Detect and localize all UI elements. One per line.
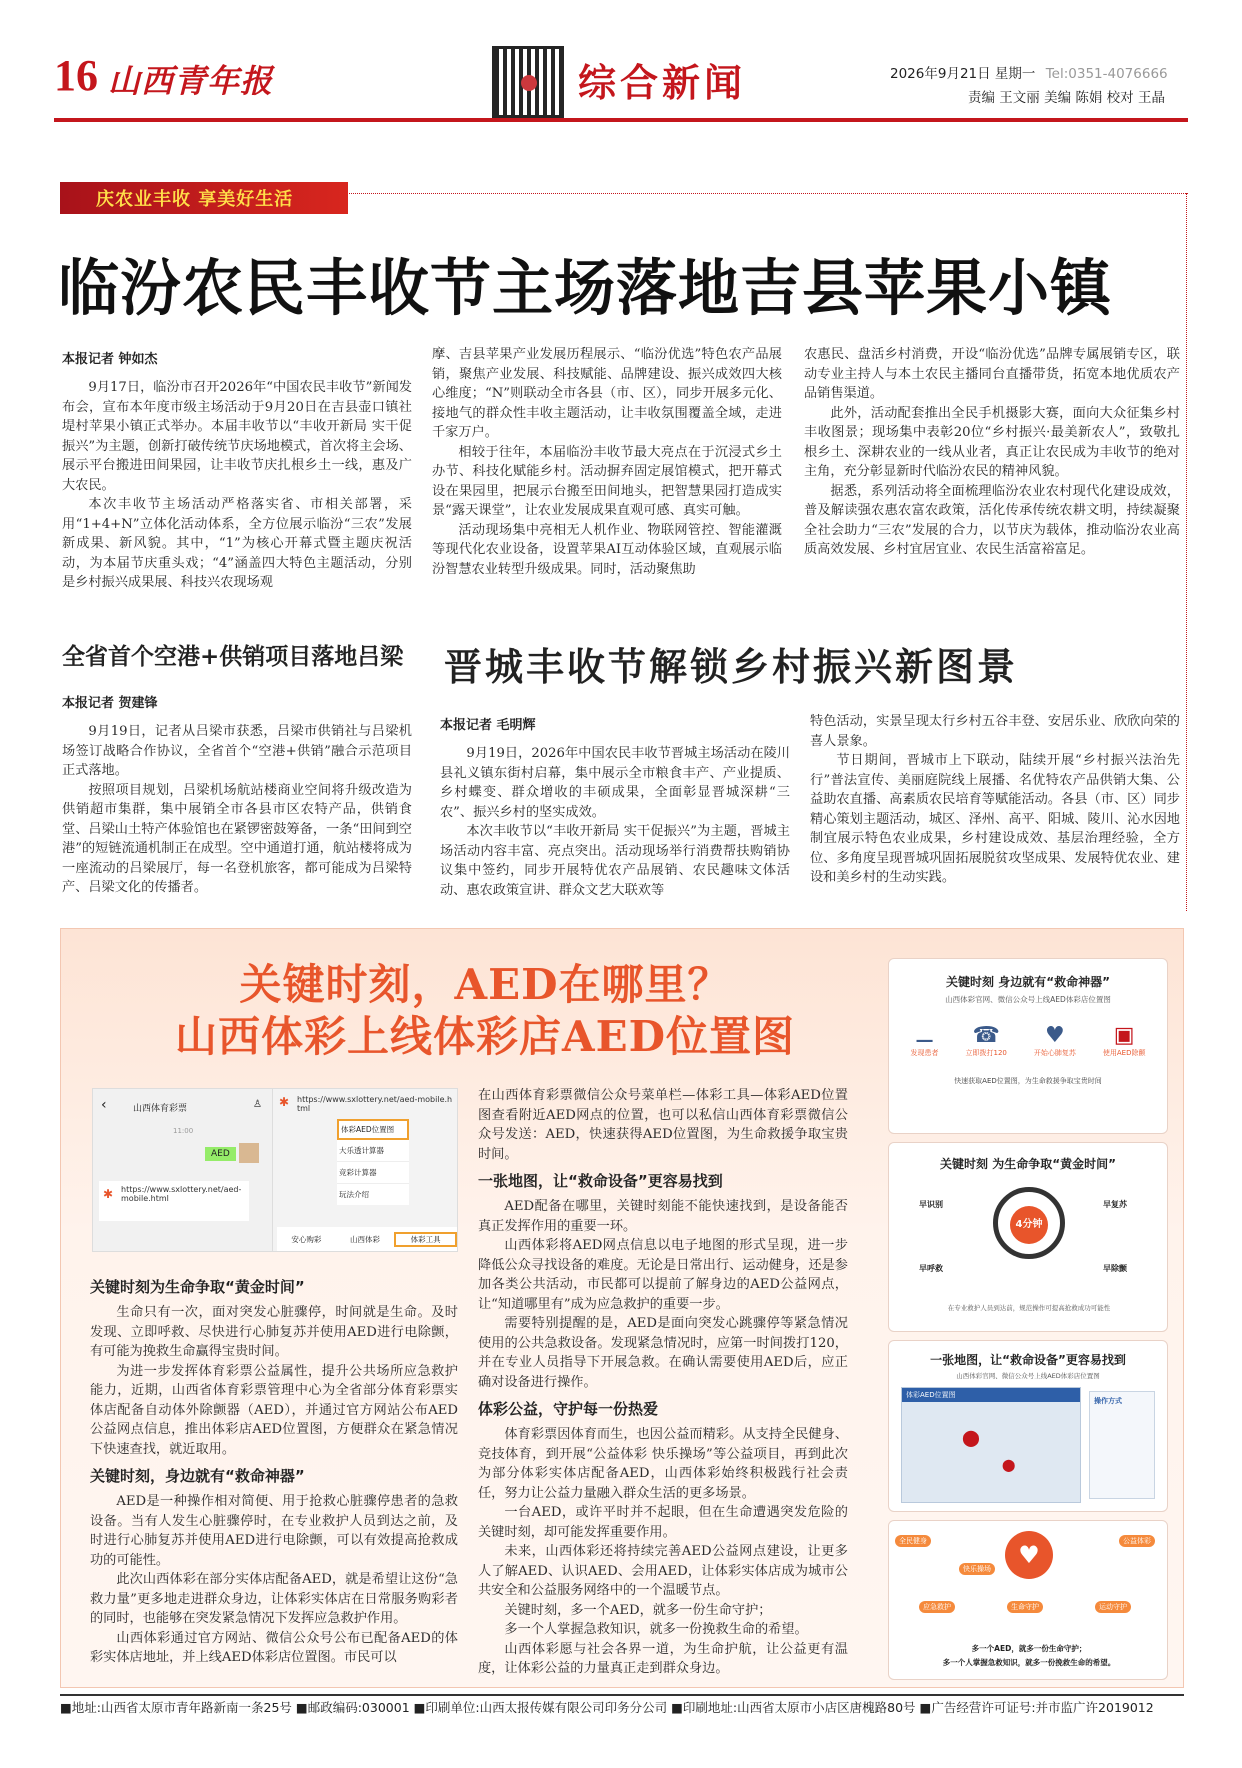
paragraph: 本次丰收节以“丰收开新局 实干促振兴”为主题，晋城主场活动内容丰富、亮点突出。活动现场举行消费帮扶购销协议集中签约，同步开展特优农产品展销、农民趣味文体活动、惠农政策宣讲、群众文艺大联欢等 <box>440 824 790 898</box>
card-footer: 多一个人掌握急救知识，就多一份挽救生命的希望。 <box>942 1658 1116 1667</box>
tab-buy[interactable]: 安心购彩 <box>291 1234 322 1244</box>
editors: 责编 王文丽 美编 陈娟 校对 王晶 <box>968 90 1165 106</box>
paragraph: AED配备在哪里，关键时刻能不能快速找到，是设备能否真正发挥作用的重要一环。 <box>478 1199 848 1234</box>
article1-col2 <box>432 345 782 579</box>
aed-left-column <box>90 1276 458 1668</box>
link-text: https://www.sxlottery.net/aed-mobile.html <box>121 1185 242 1203</box>
card-title: 关键时刻 身边就有“救命神器” <box>946 975 1110 989</box>
tab-tools[interactable]: 体彩工具 <box>394 1232 457 1247</box>
tool-menu <box>337 1119 409 1205</box>
paragraph: 摩、吉县苹果产业发展历程展示、“临汾优选”特色农产品展销，聚焦产业发展、科技赋能、品牌建设、振兴成效四大核心维度；“N”则联动全市各县（市、区），同步开展多元化、接地气的群众性丰收主题活动，让丰收氛围覆盖全域，走进千家万户。 <box>432 347 782 440</box>
paragraph: 9月19日，2026年中国农民丰收节晋城主场活动在陵川县礼义镇东街村启幕，集中展示全市粮食丰产、产业提质、乡村蝶变、群众增收的丰硕成果，全面彰显晋城深耕“三农”、振兴乡村的坚实成效。 <box>440 746 790 820</box>
article1-reporter: 本报记者 钟如杰 <box>62 352 158 367</box>
section-heading: 体彩公益，守护每一份热爱 <box>478 1400 659 1418</box>
step-label: 发现患者 <box>910 1049 939 1057</box>
article2-headline: 全省首个空港+供销项目落地吕梁 <box>62 644 404 670</box>
infographic-card-2 <box>888 1142 1168 1332</box>
section-title: 综合新闻 <box>578 60 747 105</box>
map-preview <box>901 1387 1081 1503</box>
tab-shanxi-lottery[interactable]: 山西体彩 <box>350 1234 380 1244</box>
article3-reporter: 本报记者 毛明辉 <box>440 718 536 733</box>
aed-device-icon: ▣ <box>1113 1023 1135 1048</box>
step-label: 使用AED除颤 <box>1102 1049 1146 1057</box>
map-pin-icon: ⬤ <box>1002 1458 1016 1472</box>
stopwatch-center: 4分钟 <box>1010 1206 1048 1244</box>
footer-rule <box>60 1694 1184 1696</box>
infographic-card-4 <box>888 1520 1168 1680</box>
phone-icon: ☎ <box>972 1023 1000 1048</box>
menu-tabs <box>277 1227 457 1251</box>
paragraph: 体育彩票因体育而生，也因公益而精彩。从支持全民健身、竞技体育，到开展“公益体彩 快乐操场”等公益项目，再到此次为部分体彩实体店配备AED，山西体彩始终积极践行社会责任，努力让公益力量融入群众生活的更多场景。 <box>478 1427 848 1501</box>
wechat-screenshot <box>92 1088 458 1252</box>
article1-headline: 临汾农民丰收节主场落地吉县苹果小镇 <box>58 253 1113 324</box>
page-number: 16 <box>54 51 98 100</box>
paragraph: 相较于往年，本届临汾丰收节最大亮点在于沉浸式乡土办节、科技化赋能乡村。活动摒弃固定展馆模式，把开幕式设在果园里，把展示台搬至田间地头，把智慧果园打造成实景“露天课堂”，让农业发展成果直观可感、真实可触。 <box>432 444 782 518</box>
paragraph: 一台AED，或许平时并不起眼，但在生命遭遇突发危险的关键时刻，却可能发挥重要作用。 <box>478 1505 848 1540</box>
article1-col3 <box>804 345 1180 560</box>
label: 早除颤 <box>1103 1264 1127 1273</box>
card-title: 一张地图，让“救命设备”更容易找到 <box>930 1353 1126 1367</box>
paragraph: 此次山西体彩在部分实体店配备AED，就是希望让这份“急救力量”更多地走进群众身边，让体彩实体店在日常服务购彩者的同时，也能够在突发紧急情况下发挥应急救护作用。 <box>90 1572 458 1626</box>
tag: 应急救护 <box>919 1601 955 1613</box>
menu-item-rules[interactable]: 玩法介绍 <box>337 1184 409 1205</box>
paragraph: 多一个人掌握急救知识，就多一份挽救生命的希望。 <box>504 1622 808 1637</box>
paragraph: 未来，山西体彩还将持续完善AED公益网点建设，让更多人了解AED、认识AED、会用AED，让体彩实体店成为城市公共安全和公益服务网络中的一个温暖节点。 <box>478 1544 848 1598</box>
chat-bubble: AED <box>205 1147 236 1161</box>
telephone: Tel:0351-4076666 <box>1045 66 1168 82</box>
card-footer: 快速获取AED位置图，为生命救援争取宝贵时间 <box>954 1077 1102 1085</box>
paragraph: 特色活动，实景呈现太行乡村五谷丰登、安居乐业、欣欣向荣的喜人景象。 <box>810 714 1180 749</box>
paragraph: 生命只有一次，面对突发心脏骤停，时间就是生命。及时发现、立即呼救、尽快进行心肺复苏并使用AED进行电除颤，有可能为挽救生命赢得宝贵时间。 <box>90 1305 458 1359</box>
label: 早复苏 <box>1103 1200 1127 1209</box>
paragraph: 据悉，系列活动将全面梳理临汾农业农村现代化建设成效，普及解读强农惠农富农政策，活化传承传统农耕文明，持续凝聚全社会助力“三农”发展的合力，以节庆为载体，推动临汾农业高质高效发展、乡村宜居宜业、农民生活富裕富足。 <box>804 483 1180 557</box>
paragraph: 活动现场集中亮相无人机作业、物联网管控、智能灌溉等现代化农业设备，设置苹果AI互动体验区域，直观展示临汾智慧农业转型升级成果。同时，活动聚焦助 <box>432 522 782 577</box>
map-pin-icon: ⬤ <box>962 1428 980 1447</box>
menu-item-sports-calc[interactable]: 竞彩计算器 <box>337 1162 409 1184</box>
menu-item-lotto-calc[interactable]: 大乐透计算器 <box>337 1140 409 1162</box>
card-footer: 多一个AED，就多一份生命守护； <box>971 1644 1087 1653</box>
account-name: 山西体育彩票 <box>133 1104 188 1114</box>
footer-info: ■地址:山西省太原市青年路新南一条25号 ■邮政编码:030001 ■印刷单位:山西太报传媒有限公司印务分公司 ■印刷地址:山西省太原市小店区唐槐路80号 ■广告经营许可证号:并市监广许2019012 <box>60 1700 1154 1715</box>
user-icon: ♙ <box>253 1099 262 1110</box>
link-card[interactable] <box>99 1181 249 1221</box>
card-subtitle: 山西体彩官网、微信公众号上线AED体彩店位置图 <box>956 1372 1100 1380</box>
chat-time: 11:00 <box>173 1127 194 1135</box>
aed-title-line2: 山西体彩上线体彩店AED位置图 <box>174 1012 796 1061</box>
article2-body <box>62 722 412 898</box>
article3-col1 <box>440 744 790 900</box>
section-heading: 关键时刻，身边就有“救命神器” <box>90 1467 305 1485</box>
stopwatch-icon <box>993 1187 1065 1259</box>
paper-logo: 山西青年报 <box>108 62 274 100</box>
lottery-logo-icon: ✱ <box>279 1095 290 1109</box>
article3-headline: 晋城丰收节解锁乡村振兴新图景 <box>444 645 1019 689</box>
paragraph: AED是一种操作相对简便、用于抢救心脏骤停患者的急救设备。当有人发生心脏骤停时，在专业救护人员到达之前，及时进行心肺复苏并使用AED进行电除颤，可以有效提高抢救成功的可能性。 <box>90 1494 458 1568</box>
section-heading: 一张地图，让“救命设备”更容易找到 <box>478 1172 723 1190</box>
dotted-frame-right <box>1186 193 1187 911</box>
paragraph: 按照项目规划，吕梁机场航站楼商业空间将升级改造为供销超市集群，集中展销全市各县市区农特产品，供销食堂、吕梁山土特产体验馆也在紧锣密鼓筹备，一条“田间到空港”的短链流通机制正在成型。空中通道打通，航站楼将成为一座流动的吕梁展厅，每一名登机旅客，都可能成为吕梁特产、吕梁文化的传播者。 <box>62 782 412 895</box>
menu-item-aed-map[interactable]: 体彩AED位置图 <box>337 1119 409 1140</box>
date-line <box>890 62 1168 82</box>
paragraph: 农惠民、盘活乡村消费，开设“临汾优选”品牌专属展销专区，联动专业主持人与本土农民主播同台直播带货，拓宽本地优质农产品销售渠道。 <box>804 347 1180 401</box>
dotted-frame-top <box>308 193 1188 194</box>
link-text: https://www.sxlottery.net/aed-mobile.html <box>297 1095 453 1113</box>
paragraph: 山西体彩愿与社会各界一道，为生命护航，让公益更有温度，让体彩公益的力量真正走到群众身边。 <box>478 1641 848 1676</box>
tag: 全民健身 <box>895 1535 931 1547</box>
patient-icon: ⚊ <box>914 1023 935 1048</box>
link-preview <box>277 1095 455 1113</box>
back-icon: ‹ <box>101 1097 107 1113</box>
paragraph: 山西体彩将AED网点信息以电子地图的形式呈现，进一步降低公众寻找设备的难度。无论是日常出行、运动健身，还是参加各类公共活动，市民都可以提前了解身边的AED公益网点，让“知道哪里有”成为应急救护的重要一步。 <box>478 1238 848 1312</box>
paragraph: 9月17日，临汾市召开2026年“中国农民丰收节”新闻发布会，宣布本年度市级主场活动于9月20日在吉县壶口镇社堤村苹果小镇正式举办。本届丰收节以“丰收开新局 实干促振兴”为主题，创新打破传统节庆场地模式，首次将主会场、展示平台搬进田间果园，让丰收节庆扎根乡土一线，惠及广大农民。 <box>62 380 412 493</box>
paragraph: 此外，活动配套推出全民手机摄影大赛，面向大众征集乡村丰收图景；现场集中表彰20位“乡村振兴·最美新农人”，致敬扎根乡土、深耕农业的一线从业者，真正让农民成为丰收节的绝对主角，充分彰显新时代临汾农民的精神风貌。 <box>804 405 1180 479</box>
avatar <box>239 1143 259 1163</box>
paragraph: 为进一步发挥体育彩票公益属性，提升公共场所应急救护能力，近期，山西省体育彩票管理中心为全省部分体育彩票实体店配备自动体外除颤器（AED），并通过官方网站公布AED公益网点信息，推出体彩店AED位置图，方便群众在紧急情况下快速查找，就近取用。 <box>90 1363 458 1457</box>
tag: 运动守护 <box>1095 1601 1131 1613</box>
article2-reporter: 本报记者 贺建锋 <box>62 696 158 711</box>
qr-code-icon <box>492 46 564 118</box>
card-title: 关键时刻 为生命争取“黄金时间” <box>940 1157 1116 1171</box>
label: 早呼救 <box>919 1264 943 1273</box>
paragraph: 在山西体育彩票微信公众号菜单栏—体彩工具—体彩AED位置图查看附近AED网点的位置，也可以私信山西体育彩票微信公众号发送：AED，快速获得AED位置图，为生命救援争取宝贵时间。 <box>478 1088 848 1162</box>
step-label: 立即拨打120 <box>965 1049 1007 1057</box>
date: 2026年9月21日 星期一 <box>890 66 1036 82</box>
card-subtitle: 山西体彩官网、微信公众号上线AED体彩店位置图 <box>945 995 1111 1004</box>
map-header: 体彩AED位置图 <box>902 1388 1080 1402</box>
lottery-logo-icon: ✱ <box>103 1187 114 1201</box>
operation-panel <box>1089 1391 1155 1499</box>
panel-title: 操作方式 <box>1094 1397 1122 1405</box>
paragraph: 山西体彩通过官方网站、微信公众号公布已配备AED的体彩实体店地址，并上线AED体彩店位置图。市民可以 <box>90 1630 458 1665</box>
article1-col1 <box>62 378 412 593</box>
tag: 生命守护 <box>1007 1601 1043 1613</box>
aed-middle-column <box>478 1086 848 1679</box>
article3-col2 <box>810 712 1180 888</box>
infographic-card-1 <box>888 958 1168 1134</box>
paragraph: 需要特别提醒的是，AED是面向突发心跳骤停等紧急情况使用的公共急救设备。发现紧急情况时，应第一时间拨打120，并在专业人员指导下开展急救。在确认需要使用AED后，应正确对设备进行操作。 <box>478 1316 848 1390</box>
section-heading: 关键时刻为生命争取“黄金时间” <box>90 1278 305 1296</box>
label: 早识别 <box>919 1200 943 1209</box>
paragraph: 9月19日，记者从吕梁市获悉，吕梁市供销社与吕梁机场签订战略合作协议，全省首个“空港+供销”融合示范项目正式落地。 <box>62 724 412 778</box>
paragraph: 节日期间，晋城市上下联动，陆续开展“乡村振兴法治先行”普法宣传、美丽庭院线上展播、名优特农产品供销大集、公益助农直播、高素质农民培育等赋能活动。各县（市、区）同步精心策划主题活动，城区、泽州、高平、阳城、陵川、沁水因地制宜展示特色农业成果，乡村建设成效、基层治理经验，全方位、多角度呈现晋城巩固拓展脱贫攻坚成果、发展特优农业、建设和美乡村的生动实践。 <box>810 753 1180 885</box>
cpr-icon: ♥ <box>1045 1023 1065 1048</box>
banner-tag: 庆农业丰收 享美好生活 <box>96 189 294 210</box>
aed-title-line1: 关键时刻，AED在哪里？ <box>239 960 731 1009</box>
paragraph: 本次丰收节主场活动严格落实省、市相关部署，采用“1+4+N”立体化活动体系，全方位展示临汾“三农”发展新成果、新风貌。其中，“1”为核心开幕式暨主题庆祝活动，为本届节庆重头戏；“4”涵盖四大特色主题活动，分别是乡村振兴成果展、科技兴农现场观 <box>62 497 412 590</box>
step-label: 开始心肺复苏 <box>1033 1049 1076 1057</box>
infographic-card-3 <box>888 1340 1168 1512</box>
heart-shield-icon: ♥ <box>1005 1531 1053 1579</box>
paragraph: 关键时刻，多一个AED，就多一份生命守护； <box>504 1602 772 1618</box>
tag: 公益体彩 <box>1119 1535 1155 1547</box>
header-rule <box>54 118 1188 122</box>
tag: 快乐操场 <box>959 1563 995 1575</box>
card-footer: 在专业救护人员到达前，规范操作可提高抢救成功可能性 <box>947 1304 1111 1312</box>
